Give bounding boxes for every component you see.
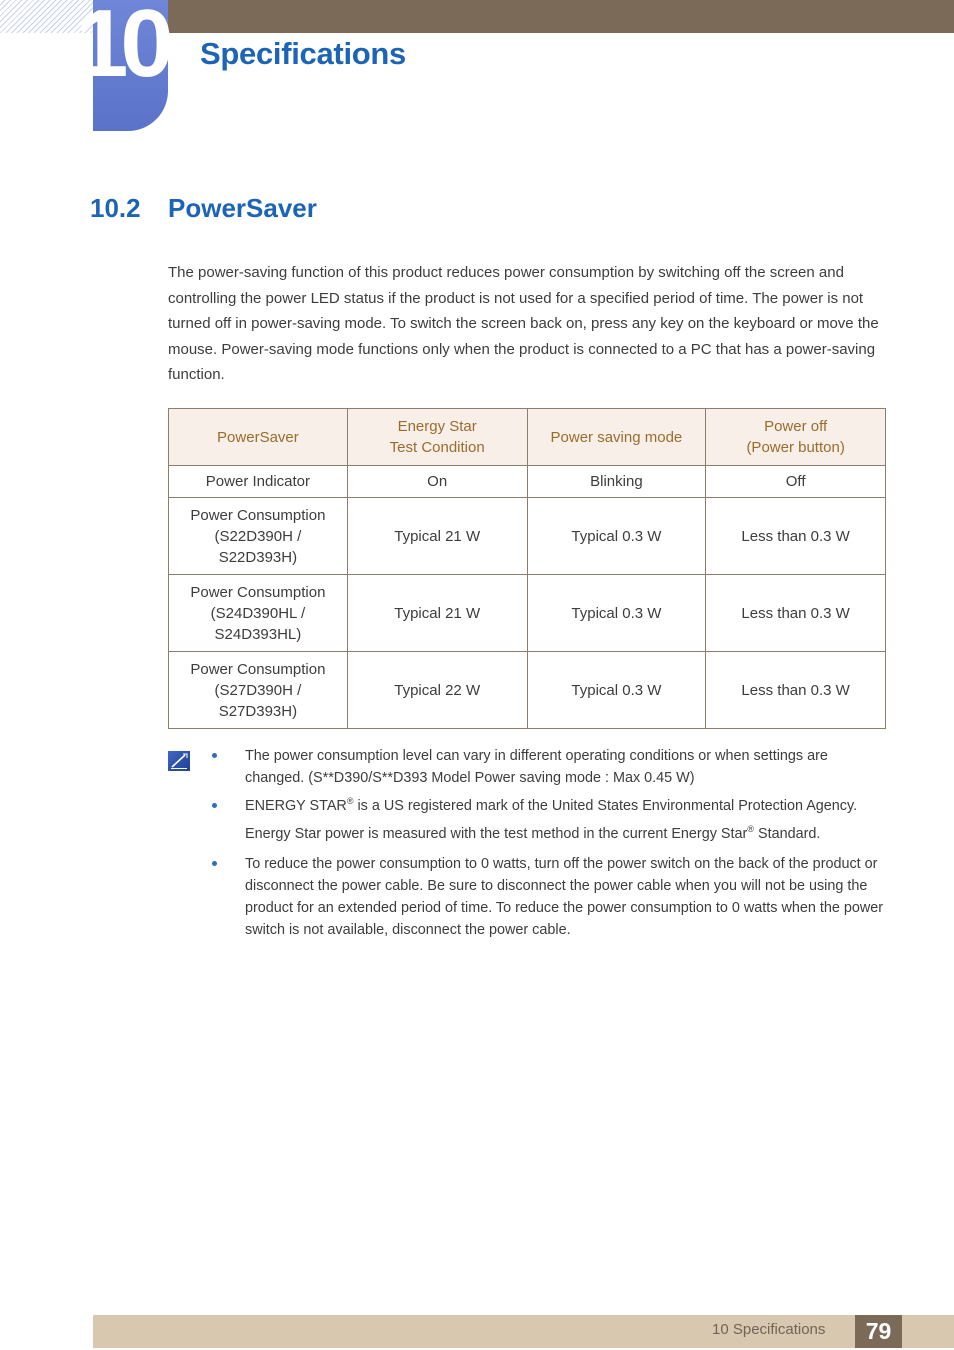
bullet-icon (212, 753, 217, 758)
row-label: Power Consumption (S24D390HL / S24D393HL) (169, 575, 348, 652)
bullet-icon (212, 861, 217, 866)
table-row (169, 466, 886, 498)
cell-power-off: Less than 0.3 W (706, 498, 886, 575)
table-row (169, 575, 886, 652)
header-powersaver: PowerSaver (169, 409, 348, 466)
section-heading (90, 193, 317, 224)
chapter-title: Specifications (200, 36, 406, 71)
cell-energy-star: Typical 21 W (347, 575, 527, 652)
section-number: 10.2 (90, 193, 141, 223)
row-label: Power Consumption (S27D390H / S27D393H) (169, 652, 348, 729)
header-power-saving-mode: Power saving mode (527, 409, 706, 466)
intro-paragraph: The power-saving function of this product reduces power consumption by switching off the screen and controlling the power LED status if the product is not used for a specified period of time. The power is not turned off in power-saving mode. To switch the screen back on, press any key on the keyboard or move the mouse. Power-saving mode functions only when the product is connected to a PC that has a power-saving function. (168, 264, 879, 384)
cell-power-saving: Typical 0.3 W (527, 652, 706, 729)
chapter-badge (75, 0, 168, 131)
notes-list (212, 746, 884, 941)
header-bar (168, 0, 954, 33)
page-number: 79 (855, 1315, 902, 1348)
list-item: ENERGY STAR® is a US registered mark of the United States Environmental Protection Agency. Energy Star power is measured with the test method in the current Energy Star® Standard. (212, 796, 884, 847)
chapter-number: 10 (75, 0, 166, 97)
table-header-row (169, 409, 886, 466)
cell-power-saving: Typical 0.3 W (527, 575, 706, 652)
note-pencil-icon (168, 751, 190, 771)
list-item: The power consumption level can vary in different operating conditions or when settings are changed. (S**D390/S**D393 Model Power saving mode : Max 0.45 W) (212, 746, 884, 790)
table-row (169, 498, 886, 575)
cell-energy-star: On (347, 466, 527, 498)
cell-energy-star: Typical 21 W (347, 498, 527, 575)
row-label: Power Consumption (S22D390H / S22D393H) (169, 498, 348, 575)
cell-energy-star: Typical 22 W (347, 652, 527, 729)
section-title: PowerSaver (168, 193, 317, 223)
cell-power-off: Off (706, 466, 886, 498)
header-energy-star: Energy Star Test Condition (347, 409, 527, 466)
header-power-off: Power off (Power button) (706, 409, 886, 466)
bullet-icon (212, 803, 217, 808)
cell-power-off: Less than 0.3 W (706, 652, 886, 729)
cell-power-off: Less than 0.3 W (706, 575, 886, 652)
powersaver-table (168, 408, 886, 729)
note-subtext: Energy Star power is measured with the test method in the current Energy Star® Standard. (245, 824, 821, 843)
row-label: Power Indicator (169, 466, 348, 498)
list-item: To reduce the power consumption to 0 watts, turn off the power switch on the back of the product or disconnect the power cable. Be sure to disconnect the power cable when you will not be using the product for an extended period of time. To reduce the power consumption to 0 watts when the power switch is not available, disconnect the power cable. (212, 854, 884, 941)
cell-power-saving: Blinking (527, 466, 706, 498)
table-row (169, 652, 886, 729)
cell-power-saving: Typical 0.3 W (527, 498, 706, 575)
footer-chapter-label: 10 Specifications (712, 1321, 826, 1338)
